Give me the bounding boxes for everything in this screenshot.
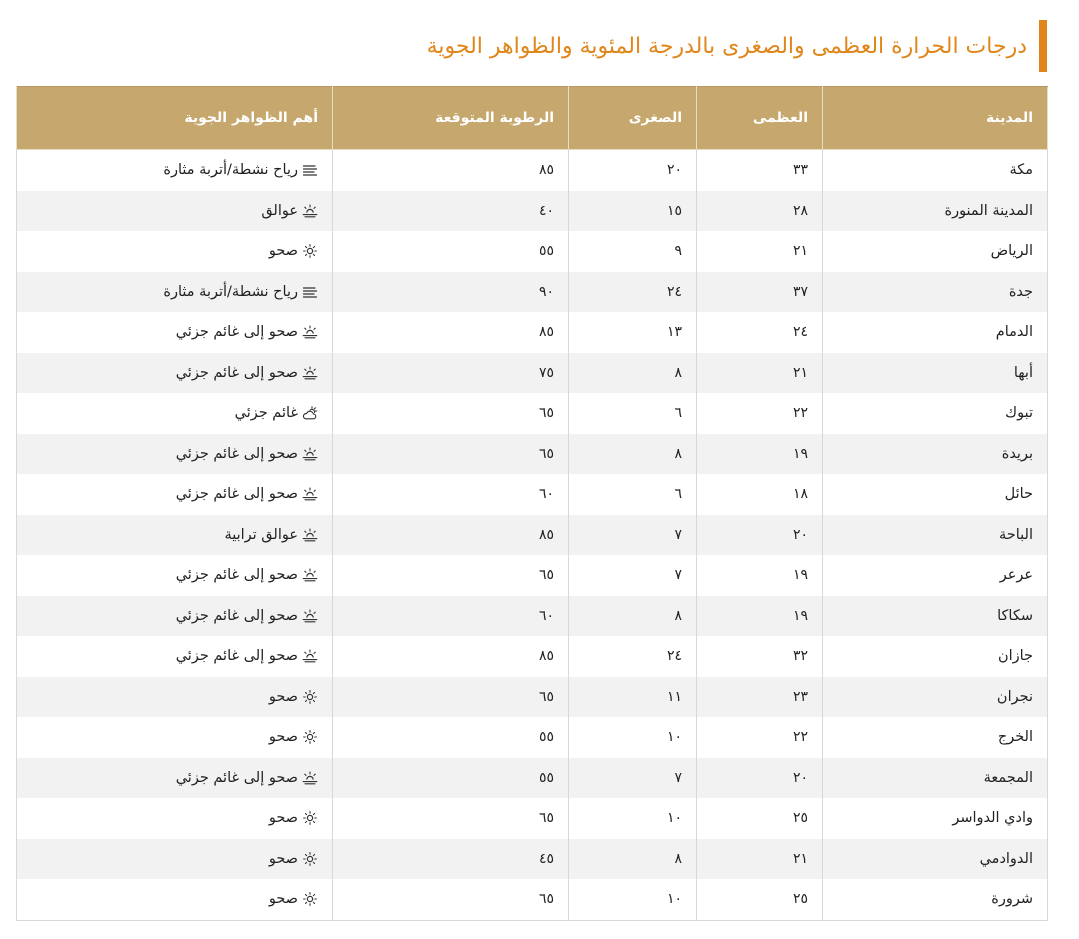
min-temp-cell: ١٣	[569, 312, 697, 353]
weather-label: صحو	[268, 688, 298, 705]
weather-label: عوالق	[261, 202, 298, 219]
weather-label: صحو إلى غائم جزئي	[175, 486, 298, 503]
min-temp-cell: ٨	[569, 434, 697, 475]
city-cell: شرورة	[823, 879, 1048, 920]
weather-cell	[17, 758, 333, 799]
table-row	[17, 272, 1048, 313]
weather-cell	[17, 312, 333, 353]
weather-label: رياح نشطة/أتربة مثارة	[163, 162, 298, 179]
city-cell: تبوك	[823, 393, 1048, 434]
weather-label: صحو إلى غائم جزئي	[175, 567, 298, 584]
column-header-min: الصغرى	[569, 87, 697, 150]
column-header-city: المدينة	[823, 87, 1048, 150]
weather-label: عوالق ترابية	[224, 526, 298, 543]
min-temp-cell: ٢٠	[569, 150, 697, 191]
city-cell: وادي الدواسر	[823, 798, 1048, 839]
table-row	[17, 839, 1048, 880]
weather-cell	[17, 474, 333, 515]
haze-icon	[302, 528, 318, 542]
humidity-cell: ٦٥	[333, 393, 569, 434]
table-row	[17, 434, 1048, 475]
weather-cell	[17, 393, 333, 434]
table-row	[17, 474, 1048, 515]
humidity-cell: ٥٥	[333, 758, 569, 799]
weather-cell	[17, 798, 333, 839]
weather-cell	[17, 677, 333, 718]
weather-label: رياح نشطة/أتربة مثارة	[163, 283, 298, 300]
table-row	[17, 596, 1048, 637]
humidity-cell: ٦٥	[333, 798, 569, 839]
weather-cell	[17, 434, 333, 475]
table-row	[17, 677, 1048, 718]
haze-icon	[302, 771, 318, 785]
sun-icon	[302, 690, 318, 704]
min-temp-cell: ١٠	[569, 717, 697, 758]
weather-cell	[17, 596, 333, 637]
weather-cell	[17, 150, 333, 191]
humidity-cell: ٦٥	[333, 434, 569, 475]
humidity-cell: ٦٥	[333, 879, 569, 920]
city-cell: الدوادمي	[823, 839, 1048, 880]
weather-label: صحو	[268, 729, 298, 746]
max-temp-cell: ٢١	[697, 231, 823, 272]
weather-cell	[17, 879, 333, 920]
humidity-cell: ٩٠	[333, 272, 569, 313]
weather-cell	[17, 717, 333, 758]
column-header-weather: أهم الظواهر الجوية	[17, 87, 333, 150]
max-temp-cell: ١٩	[697, 434, 823, 475]
city-cell: الدمام	[823, 312, 1048, 353]
min-temp-cell: ١٠	[569, 798, 697, 839]
city-cell: عرعر	[823, 555, 1048, 596]
max-temp-cell: ٢٠	[697, 515, 823, 556]
humidity-cell: ٦٥	[333, 677, 569, 718]
min-temp-cell: ٢٤	[569, 636, 697, 677]
table-body	[17, 150, 1048, 921]
table-row	[17, 191, 1048, 232]
column-header-max: العظمى	[697, 87, 823, 150]
haze-icon	[302, 568, 318, 582]
min-temp-cell: ٧	[569, 758, 697, 799]
table-row	[17, 758, 1048, 799]
humidity-cell: ٨٥	[333, 150, 569, 191]
column-header-humidity: الرطوبة المتوقعة	[333, 87, 569, 150]
humidity-cell: ٧٥	[333, 353, 569, 394]
max-temp-cell: ٢٤	[697, 312, 823, 353]
weather-table	[16, 86, 1048, 921]
weather-cell	[17, 353, 333, 394]
city-cell: المجمعة	[823, 758, 1048, 799]
haze-icon	[302, 487, 318, 501]
weather-label: صحو	[268, 850, 298, 867]
humidity-cell: ٨٥	[333, 312, 569, 353]
max-temp-cell: ٢١	[697, 353, 823, 394]
weather-label: صحو إلى غائم جزئي	[175, 364, 298, 381]
humidity-cell: ٥٥	[333, 717, 569, 758]
min-temp-cell: ١٥	[569, 191, 697, 232]
haze-icon	[302, 649, 318, 663]
table-row	[17, 515, 1048, 556]
humidity-cell: ٦٠	[333, 596, 569, 637]
wind-dust-icon	[302, 163, 318, 177]
min-temp-cell: ٦	[569, 474, 697, 515]
table-header-row	[17, 87, 1048, 150]
table-row	[17, 717, 1048, 758]
max-temp-cell: ٢٢	[697, 717, 823, 758]
city-cell: سكاكا	[823, 596, 1048, 637]
humidity-cell: ٦٠	[333, 474, 569, 515]
sun-icon	[302, 852, 318, 866]
city-cell: الباحة	[823, 515, 1048, 556]
min-temp-cell: ٦	[569, 393, 697, 434]
min-temp-cell: ٨	[569, 353, 697, 394]
weather-label: غائم جزئي	[234, 405, 298, 422]
min-temp-cell: ٨	[569, 596, 697, 637]
table-row	[17, 353, 1048, 394]
min-temp-cell: ١٠	[569, 879, 697, 920]
city-cell: نجران	[823, 677, 1048, 718]
weather-label: صحو إلى غائم جزئي	[175, 648, 298, 665]
partly-cloudy-icon	[302, 406, 318, 420]
weather-label: صحو إلى غائم جزئي	[175, 607, 298, 624]
max-temp-cell: ٣٣	[697, 150, 823, 191]
weather-label: صحو	[268, 243, 298, 260]
weather-label: صحو إلى غائم جزئي	[175, 324, 298, 341]
table-row	[17, 231, 1048, 272]
min-temp-cell: ٨	[569, 839, 697, 880]
humidity-cell: ٨٥	[333, 636, 569, 677]
city-cell: جازان	[823, 636, 1048, 677]
humidity-cell: ٨٥	[333, 515, 569, 556]
page-title-block	[427, 20, 1047, 72]
max-temp-cell: ١٩	[697, 596, 823, 637]
min-temp-cell: ٧	[569, 555, 697, 596]
city-cell: مكة	[823, 150, 1048, 191]
max-temp-cell: ٢٥	[697, 798, 823, 839]
humidity-cell: ٥٥	[333, 231, 569, 272]
max-temp-cell: ١٨	[697, 474, 823, 515]
haze-icon	[302, 325, 318, 339]
weather-label: صحو إلى غائم جزئي	[175, 769, 298, 786]
max-temp-cell: ٢٠	[697, 758, 823, 799]
humidity-cell: ٤٥	[333, 839, 569, 880]
weather-cell	[17, 515, 333, 556]
max-temp-cell: ١٩	[697, 555, 823, 596]
weather-cell	[17, 839, 333, 880]
weather-label: صحو إلى غائم جزئي	[175, 445, 298, 462]
min-temp-cell: ٢٤	[569, 272, 697, 313]
max-temp-cell: ٢٢	[697, 393, 823, 434]
weather-label: صحو	[268, 810, 298, 827]
max-temp-cell: ٢٥	[697, 879, 823, 920]
max-temp-cell: ٣٧	[697, 272, 823, 313]
table-row	[17, 393, 1048, 434]
table-row	[17, 150, 1048, 191]
weather-cell	[17, 191, 333, 232]
sun-icon	[302, 730, 318, 744]
humidity-cell: ٦٥	[333, 555, 569, 596]
max-temp-cell: ٢١	[697, 839, 823, 880]
city-cell: الخرج	[823, 717, 1048, 758]
haze-icon	[302, 609, 318, 623]
max-temp-cell: ٣٢	[697, 636, 823, 677]
city-cell: حائل	[823, 474, 1048, 515]
table-row	[17, 555, 1048, 596]
city-cell: الرياض	[823, 231, 1048, 272]
weather-cell	[17, 231, 333, 272]
haze-icon	[302, 204, 318, 218]
city-cell: أبها	[823, 353, 1048, 394]
city-cell: بريدة	[823, 434, 1048, 475]
table-row	[17, 636, 1048, 677]
max-temp-cell: ٢٨	[697, 191, 823, 232]
min-temp-cell: ٩	[569, 231, 697, 272]
humidity-cell: ٤٠	[333, 191, 569, 232]
table-row	[17, 879, 1048, 920]
wind-dust-icon	[302, 285, 318, 299]
weather-cell	[17, 636, 333, 677]
weather-cell	[17, 272, 333, 313]
min-temp-cell: ٧	[569, 515, 697, 556]
sun-icon	[302, 892, 318, 906]
sun-icon	[302, 811, 318, 825]
table-row	[17, 312, 1048, 353]
weather-cell	[17, 555, 333, 596]
page-title: درجات الحرارة العظمى والصغرى بالدرجة المئوية والظواهر الجوية	[426, 33, 1027, 59]
city-cell: المدينة المنورة	[823, 191, 1048, 232]
max-temp-cell: ٢٣	[697, 677, 823, 718]
city-cell: جدة	[823, 272, 1048, 313]
haze-icon	[302, 366, 318, 380]
sun-icon	[302, 244, 318, 258]
min-temp-cell: ١١	[569, 677, 697, 718]
weather-label: صحو	[268, 891, 298, 908]
haze-icon	[302, 447, 318, 461]
table-row	[17, 798, 1048, 839]
